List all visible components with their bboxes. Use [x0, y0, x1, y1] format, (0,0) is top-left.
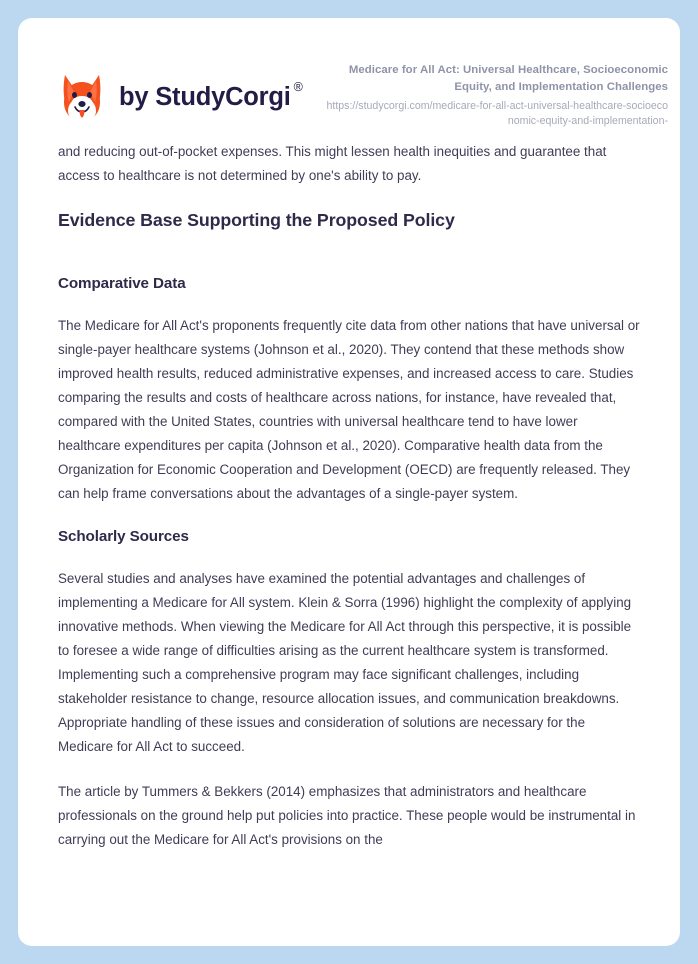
document-source-url[interactable]: https://studycorgi.com/medicare-for-all-act-universal-healthcare-socioeconomic-equity-and-implementation-	[326, 100, 668, 128]
document-page-sheet	[18, 18, 680, 946]
brand-logo-group[interactable]	[58, 58, 303, 124]
subheading-comparative-data: Comparative Data	[58, 275, 186, 293]
subheading-spacer	[58, 294, 640, 314]
document-body	[18, 140, 680, 852]
section-heading-evidence-base: Evidence Base Supporting the Proposed Policy	[58, 210, 455, 230]
document-title: Medicare for All Act: Universal Healthcare, Socioeconomic Equity, and Implementation Challenges	[348, 64, 668, 93]
subheading-scholarly-sources: Scholarly Sources	[58, 527, 189, 545]
intro-paragraph: and reducing out-of-pocket expenses. This might lessen health inequities and guarantee that access to healthcare is not determined by one's ability to pay.	[58, 144, 607, 183]
paragraph-scholarly-sources-2: The article by Tummers & Bekkers (2014) emphasizes that administrators and healthcare professionals on the ground help put policies into practice. These people would be instrumental in carrying out the Medicare for All Act's provisions on the	[58, 783, 636, 847]
paragraph-comparative-data: The Medicare for All Act's proponents frequently cite data from other nations that have universal or single-payer healthcare systems (Johnson et al., 2020). They contend that these methods show improved health results, reduced administrative expenses, and increased access to care. Studies comparing the results and costs of healthcare across nations, for instance, have revealed that, compared with the United States, countries with universal healthcare tend to have lower healthcare expenditures per capita (Johnson et al., 2020). Comparative health data from the Organization for Economic Cooperation and Development (OECD) are frequently released. They can help frame conversations about the advantages of a single-payer system.	[58, 317, 640, 501]
brand-name-text: by StudyCorgi	[119, 83, 291, 112]
registered-trademark-icon: ®	[293, 80, 303, 95]
heading-spacer	[58, 232, 640, 253]
subheading-spacer-2	[58, 547, 640, 567]
header-meta-block	[323, 58, 668, 129]
paragraph-scholarly-sources-1: Several studies and analyses have examined the potential advantages and challenges of implementing a Medicare for All system. Klein & Sorra (1996) highlight the complexity of applying innovative methods. When viewing the Medicare for All Act through this perspective, it is possible to foresee a wide range of difficulties arising as the current healthcare system is transformed. Implementing such a comprehensive program may face significant challenges, including stakeholder resistance to change, resource allocation issues, and communication breakdowns. Appropriate handling of these issues and consideration of solutions are necessary for the Medicare for All Act to succeed.	[58, 570, 632, 754]
corgi-head-logo-icon	[58, 72, 106, 124]
document-header	[18, 18, 680, 140]
brand-wordmark	[119, 80, 303, 112]
